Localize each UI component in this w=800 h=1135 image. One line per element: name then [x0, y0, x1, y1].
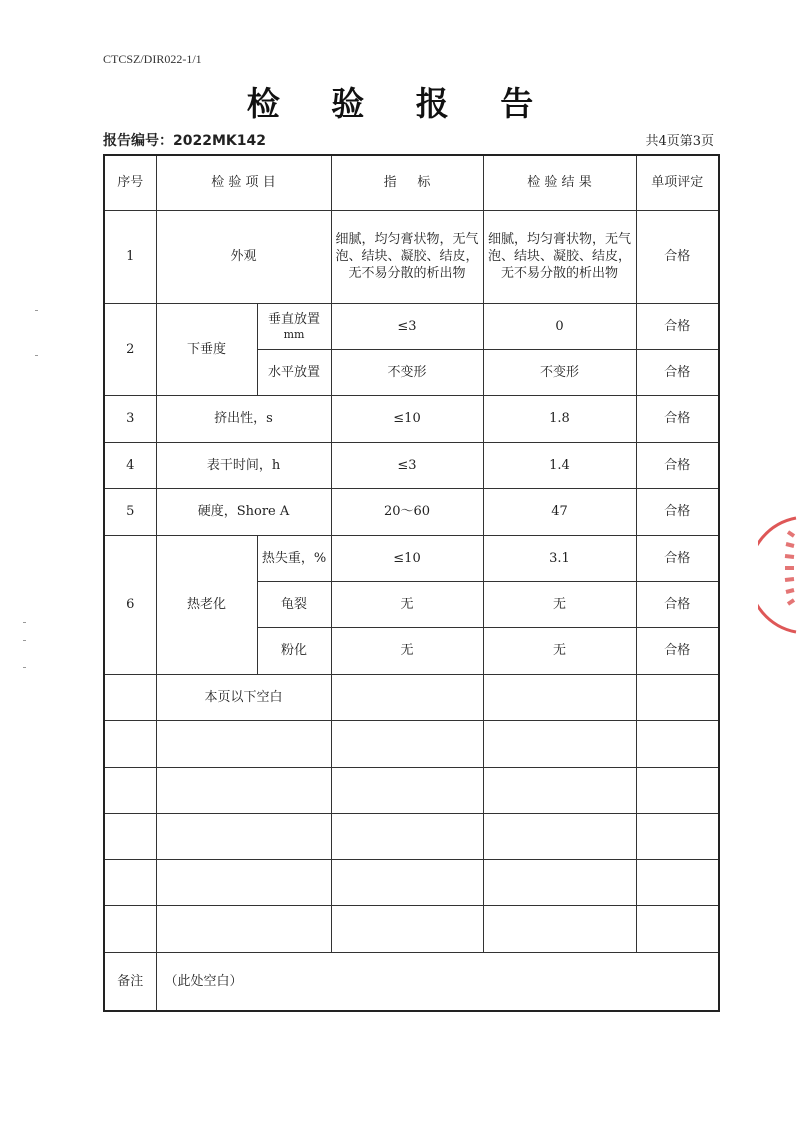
empty-cell: [636, 674, 719, 720]
row-seq: 2: [104, 303, 156, 395]
empty-cell: [483, 674, 636, 720]
document-code: CTCSZ/DIR022-1/1: [103, 52, 202, 66]
row-subitem: 热失重，%: [257, 535, 331, 581]
row-result: 1.4: [483, 442, 636, 488]
row-item: 热老化: [156, 535, 257, 674]
row-result: 无: [483, 627, 636, 674]
scan-speck: [23, 640, 26, 641]
row-spec: 无: [331, 581, 483, 627]
page-count: 共4页第3页: [645, 134, 714, 149]
row-seq: 4: [104, 442, 156, 488]
table-row: [104, 535, 719, 581]
row-result: 3.1: [483, 535, 636, 581]
table-row: [104, 488, 719, 535]
row-spec: 无: [331, 627, 483, 674]
report-number: 报告编号：2022MK142: [103, 133, 266, 149]
row-verdict: 合格: [636, 488, 719, 535]
remarks-row: [104, 952, 719, 1011]
empty-row: [104, 813, 719, 859]
row-result: 47: [483, 488, 636, 535]
row-item: 下垂度: [156, 303, 257, 395]
row-spec: ≤10: [331, 395, 483, 442]
row-seq: 3: [104, 395, 156, 442]
row-subitem: 粉化: [257, 627, 331, 674]
empty-cell: [331, 674, 483, 720]
row-spec: ≤3: [331, 303, 483, 349]
scan-speck: [35, 355, 38, 356]
empty-row: [104, 905, 719, 952]
row-subitem: 水平放置: [257, 349, 331, 395]
row-result: 1.8: [483, 395, 636, 442]
row-spec: ≤3: [331, 442, 483, 488]
table-row: [104, 210, 719, 303]
row-spec: 20～60: [331, 488, 483, 535]
row-result: 无: [483, 581, 636, 627]
row-spec: ≤10: [331, 535, 483, 581]
row-result: 细腻，均匀膏状物，无气泡、结块、凝胶、结皮，无不易分散的析出物: [483, 210, 636, 303]
table-row: [104, 442, 719, 488]
empty-row: [104, 720, 719, 767]
empty-row: [104, 859, 719, 905]
table-row: [104, 395, 719, 442]
subitem-unit: mm: [283, 327, 305, 341]
empty-cell: [104, 674, 156, 720]
row-item: 挤出性，s: [156, 395, 331, 442]
header-verdict: 单项评定: [636, 155, 719, 210]
subitem-name: 垂直放置: [267, 311, 320, 327]
row-verdict: 合格: [636, 349, 719, 395]
row-verdict: 合格: [636, 581, 719, 627]
row-result: 0: [483, 303, 636, 349]
row-verdict: 合格: [636, 303, 719, 349]
company-seal-icon: [758, 510, 800, 640]
row-spec: 不变形: [331, 349, 483, 395]
header-spec: 指 标: [331, 155, 483, 210]
empty-row: [104, 767, 719, 813]
row-result: 不变形: [483, 349, 636, 395]
scan-speck: [23, 622, 26, 623]
table-row: [104, 303, 719, 349]
row-item: 外观: [156, 210, 331, 303]
row-subitem: [257, 303, 331, 349]
inspection-table: [103, 154, 720, 1012]
header-result: 检 验 结 果: [483, 155, 636, 210]
row-seq: 6: [104, 535, 156, 674]
row-subitem: 龟裂: [257, 581, 331, 627]
header-item: 检 验 项 目: [156, 155, 331, 210]
row-verdict: 合格: [636, 442, 719, 488]
row-verdict: 合格: [636, 627, 719, 674]
row-seq: 1: [104, 210, 156, 303]
row-item: 表干时间，h: [156, 442, 331, 488]
report-title: 检 验 报 告: [246, 84, 554, 123]
blank-note: 本页以下空白: [156, 674, 331, 720]
scan-speck: [35, 310, 38, 311]
table-header-row: [104, 155, 719, 210]
remarks-label: 备注: [104, 952, 156, 1011]
header-seq: 序号: [104, 155, 156, 210]
row-verdict: 合格: [636, 395, 719, 442]
row-seq: 5: [104, 488, 156, 535]
remarks-value: （此处空白）: [156, 952, 719, 1011]
row-verdict: 合格: [636, 535, 719, 581]
row-verdict: 合格: [636, 210, 719, 303]
row-item: 硬度，Shore A: [156, 488, 331, 535]
scan-speck: [23, 667, 26, 668]
blank-note-row: [104, 674, 719, 720]
row-spec: 细腻，均匀膏状物，无气泡、结块、凝胶、结皮，无不易分散的析出物: [331, 210, 483, 303]
